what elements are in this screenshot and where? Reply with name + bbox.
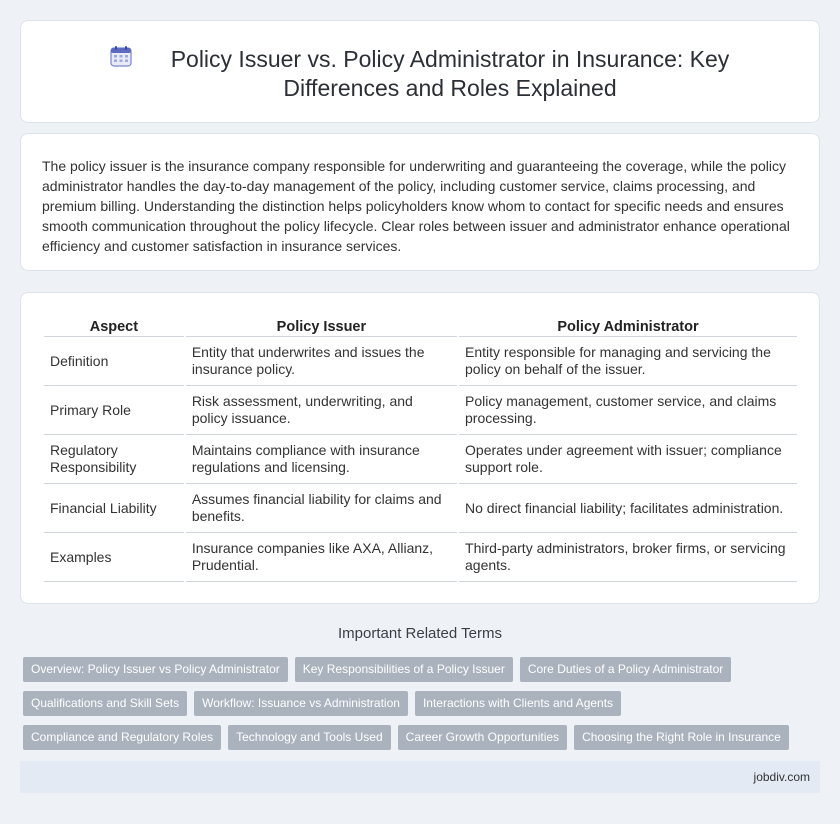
title-card xyxy=(20,20,820,123)
related-term-link[interactable]: Workflow: Issuance vs Administration xyxy=(194,691,408,716)
related-term-link[interactable]: Career Growth Opportunities xyxy=(398,725,567,750)
row-aspect: Primary Role xyxy=(44,386,184,435)
comparison-table xyxy=(42,315,799,582)
header-policy-administrator: Policy Administrator xyxy=(459,315,797,337)
related-terms-list xyxy=(23,657,823,759)
row-aspect: Examples xyxy=(44,533,184,582)
related-term-link[interactable]: Technology and Tools Used xyxy=(228,725,391,750)
header-policy-issuer: Policy Issuer xyxy=(186,315,457,337)
comparison-card xyxy=(20,292,820,604)
row-issuer: Risk assessment, underwriting, and policy issuance. xyxy=(186,386,457,435)
row-issuer: Maintains compliance with insurance regulations and licensing. xyxy=(186,435,457,484)
row-administrator: Policy management, customer service, and claims processing. xyxy=(459,386,797,435)
header-aspect: Aspect xyxy=(44,315,184,337)
related-term-link[interactable]: Qualifications and Skill Sets xyxy=(23,691,187,716)
row-administrator: Entity responsible for managing and servicing the policy on behalf of the issuer. xyxy=(459,337,797,386)
related-term-link[interactable]: Core Duties of a Policy Administrator xyxy=(520,657,731,682)
related-term-link[interactable]: Overview: Policy Issuer vs Policy Administrator xyxy=(23,657,288,682)
table-row xyxy=(44,435,797,484)
table-row xyxy=(44,484,797,533)
related-terms-heading: Important Related Terms xyxy=(338,625,502,642)
row-aspect: Regulatory Responsibility xyxy=(44,435,184,484)
footer-site-link[interactable]: jobdiv.com xyxy=(753,770,810,784)
row-issuer: Insurance companies like AXA, Allianz, Prudential. xyxy=(186,533,457,582)
row-issuer: Entity that underwrites and issues the insurance policy. xyxy=(186,337,457,386)
intro-card xyxy=(20,133,820,271)
row-administrator: No direct financial liability; facilitates administration. xyxy=(459,484,797,533)
table-row xyxy=(44,337,797,386)
table-row xyxy=(44,386,797,435)
row-aspect: Definition xyxy=(44,337,184,386)
footer xyxy=(20,761,820,793)
related-term-link[interactable]: Choosing the Right Role in Insurance xyxy=(574,725,789,750)
row-aspect: Financial Liability xyxy=(44,484,184,533)
intro-paragraph: The policy issuer is the insurance company responsible for underwriting and guaranteeing the coverage, while the policy administrator handles the day-to-day management of the policy, including customer service, claims processing, and premium billing. Understanding the distinction helps policyholders know whom to contact for specific needs and ensures smooth communication throughout the policy lifecycle. Clear roles between issuer and administrator enhance operational efficiency and customer satisfaction in insurance services. xyxy=(42,158,790,254)
table-header-row xyxy=(44,315,797,337)
table-row xyxy=(44,533,797,582)
related-term-link[interactable]: Key Responsibilities of a Policy Issuer xyxy=(295,657,513,682)
row-administrator: Third-party administrators, broker firms, or servicing agents. xyxy=(459,533,797,582)
row-issuer: Assumes financial liability for claims and benefits. xyxy=(186,484,457,533)
row-administrator: Operates under agreement with issuer; compliance support role. xyxy=(459,435,797,484)
related-term-link[interactable]: Compliance and Regulatory Roles xyxy=(23,725,221,750)
page-title: Policy Issuer vs. Policy Administrator in Insurance: Key Differences and Roles Explained xyxy=(170,46,730,101)
related-term-link[interactable]: Interactions with Clients and Agents xyxy=(415,691,621,716)
